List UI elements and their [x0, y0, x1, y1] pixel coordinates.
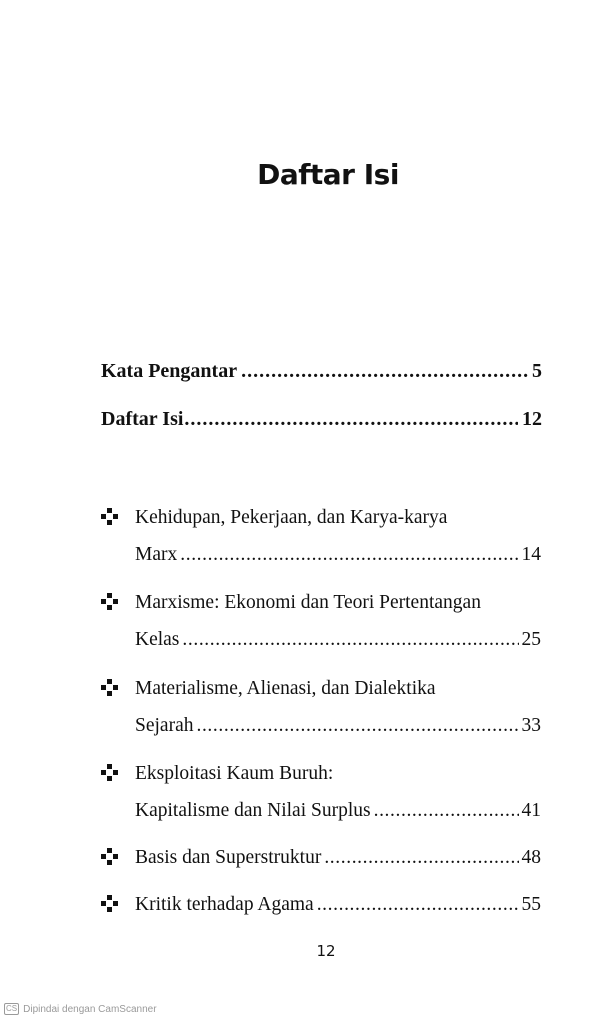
chapter-title-line2: Kapitalisme dan Nilai Surplus	[135, 800, 371, 821]
leader-dots	[180, 540, 518, 570]
leader-dots	[374, 796, 519, 826]
four-dot-diamond-icon	[101, 764, 119, 782]
scanner-watermark	[4, 1003, 157, 1015]
toc-chapter-5[interactable]	[101, 843, 541, 873]
chapter-page: 14	[521, 544, 541, 565]
leader-dots	[196, 711, 518, 741]
chapter-title-line2: Kelas	[135, 629, 180, 650]
chapter-title-line1: Marxisme: Ekonomi dan Teori Pertentangan	[135, 592, 481, 613]
toc-entry-daftar-isi[interactable]	[101, 408, 542, 431]
chapter-title-line1: Materialisme, Alienasi, dan Dialektika	[135, 678, 436, 699]
toc-chapter-6[interactable]	[101, 890, 541, 920]
chapter-title: Kritik terhadap Agama	[135, 894, 314, 915]
toc-chapter-3[interactable]	[101, 674, 541, 741]
four-dot-diamond-icon	[101, 848, 119, 866]
toc-chapter-2[interactable]	[101, 588, 541, 655]
toc-entry-page: 5	[532, 360, 542, 382]
four-dot-diamond-icon	[101, 679, 119, 697]
toc-chapter-4[interactable]	[101, 759, 541, 826]
chapter-page: 41	[521, 800, 541, 821]
toc-entry-label: Kata Pengantar	[101, 360, 238, 382]
chapter-page: 48	[521, 847, 541, 868]
chapter-title-line2: Sejarah	[135, 715, 194, 736]
toc-entry-kata-pengantar[interactable]	[101, 360, 542, 383]
toc-entry-page: 12	[522, 408, 542, 430]
leader-dots	[184, 408, 518, 431]
scanner-text: Dipindai dengan CamScanner	[23, 1003, 157, 1015]
chapter-title-line1: Kehidupan, Pekerjaan, dan Karya-karya	[135, 507, 448, 528]
chapter-title-line2: Marx	[135, 544, 178, 565]
leader-dots	[241, 360, 528, 383]
leader-dots	[317, 890, 519, 920]
four-dot-diamond-icon	[101, 593, 119, 611]
chapter-page: 33	[521, 715, 541, 736]
camscanner-logo-icon: CS	[6, 1004, 18, 1013]
chapter-title: Basis dan Superstruktur	[135, 847, 322, 868]
leader-dots	[182, 625, 518, 655]
four-dot-diamond-icon	[101, 895, 119, 913]
page-title: Daftar Isi	[257, 158, 399, 191]
page-number: 12	[316, 942, 336, 960]
toc-entry-label: Daftar Isi	[101, 408, 184, 430]
four-dot-diamond-icon	[101, 508, 119, 526]
toc-chapter-1[interactable]	[101, 503, 541, 570]
chapter-page: 55	[521, 894, 541, 915]
chapter-page: 25	[521, 629, 541, 650]
chapter-title-line1: Eksploitasi Kaum Buruh:	[135, 763, 334, 784]
leader-dots	[324, 843, 518, 873]
